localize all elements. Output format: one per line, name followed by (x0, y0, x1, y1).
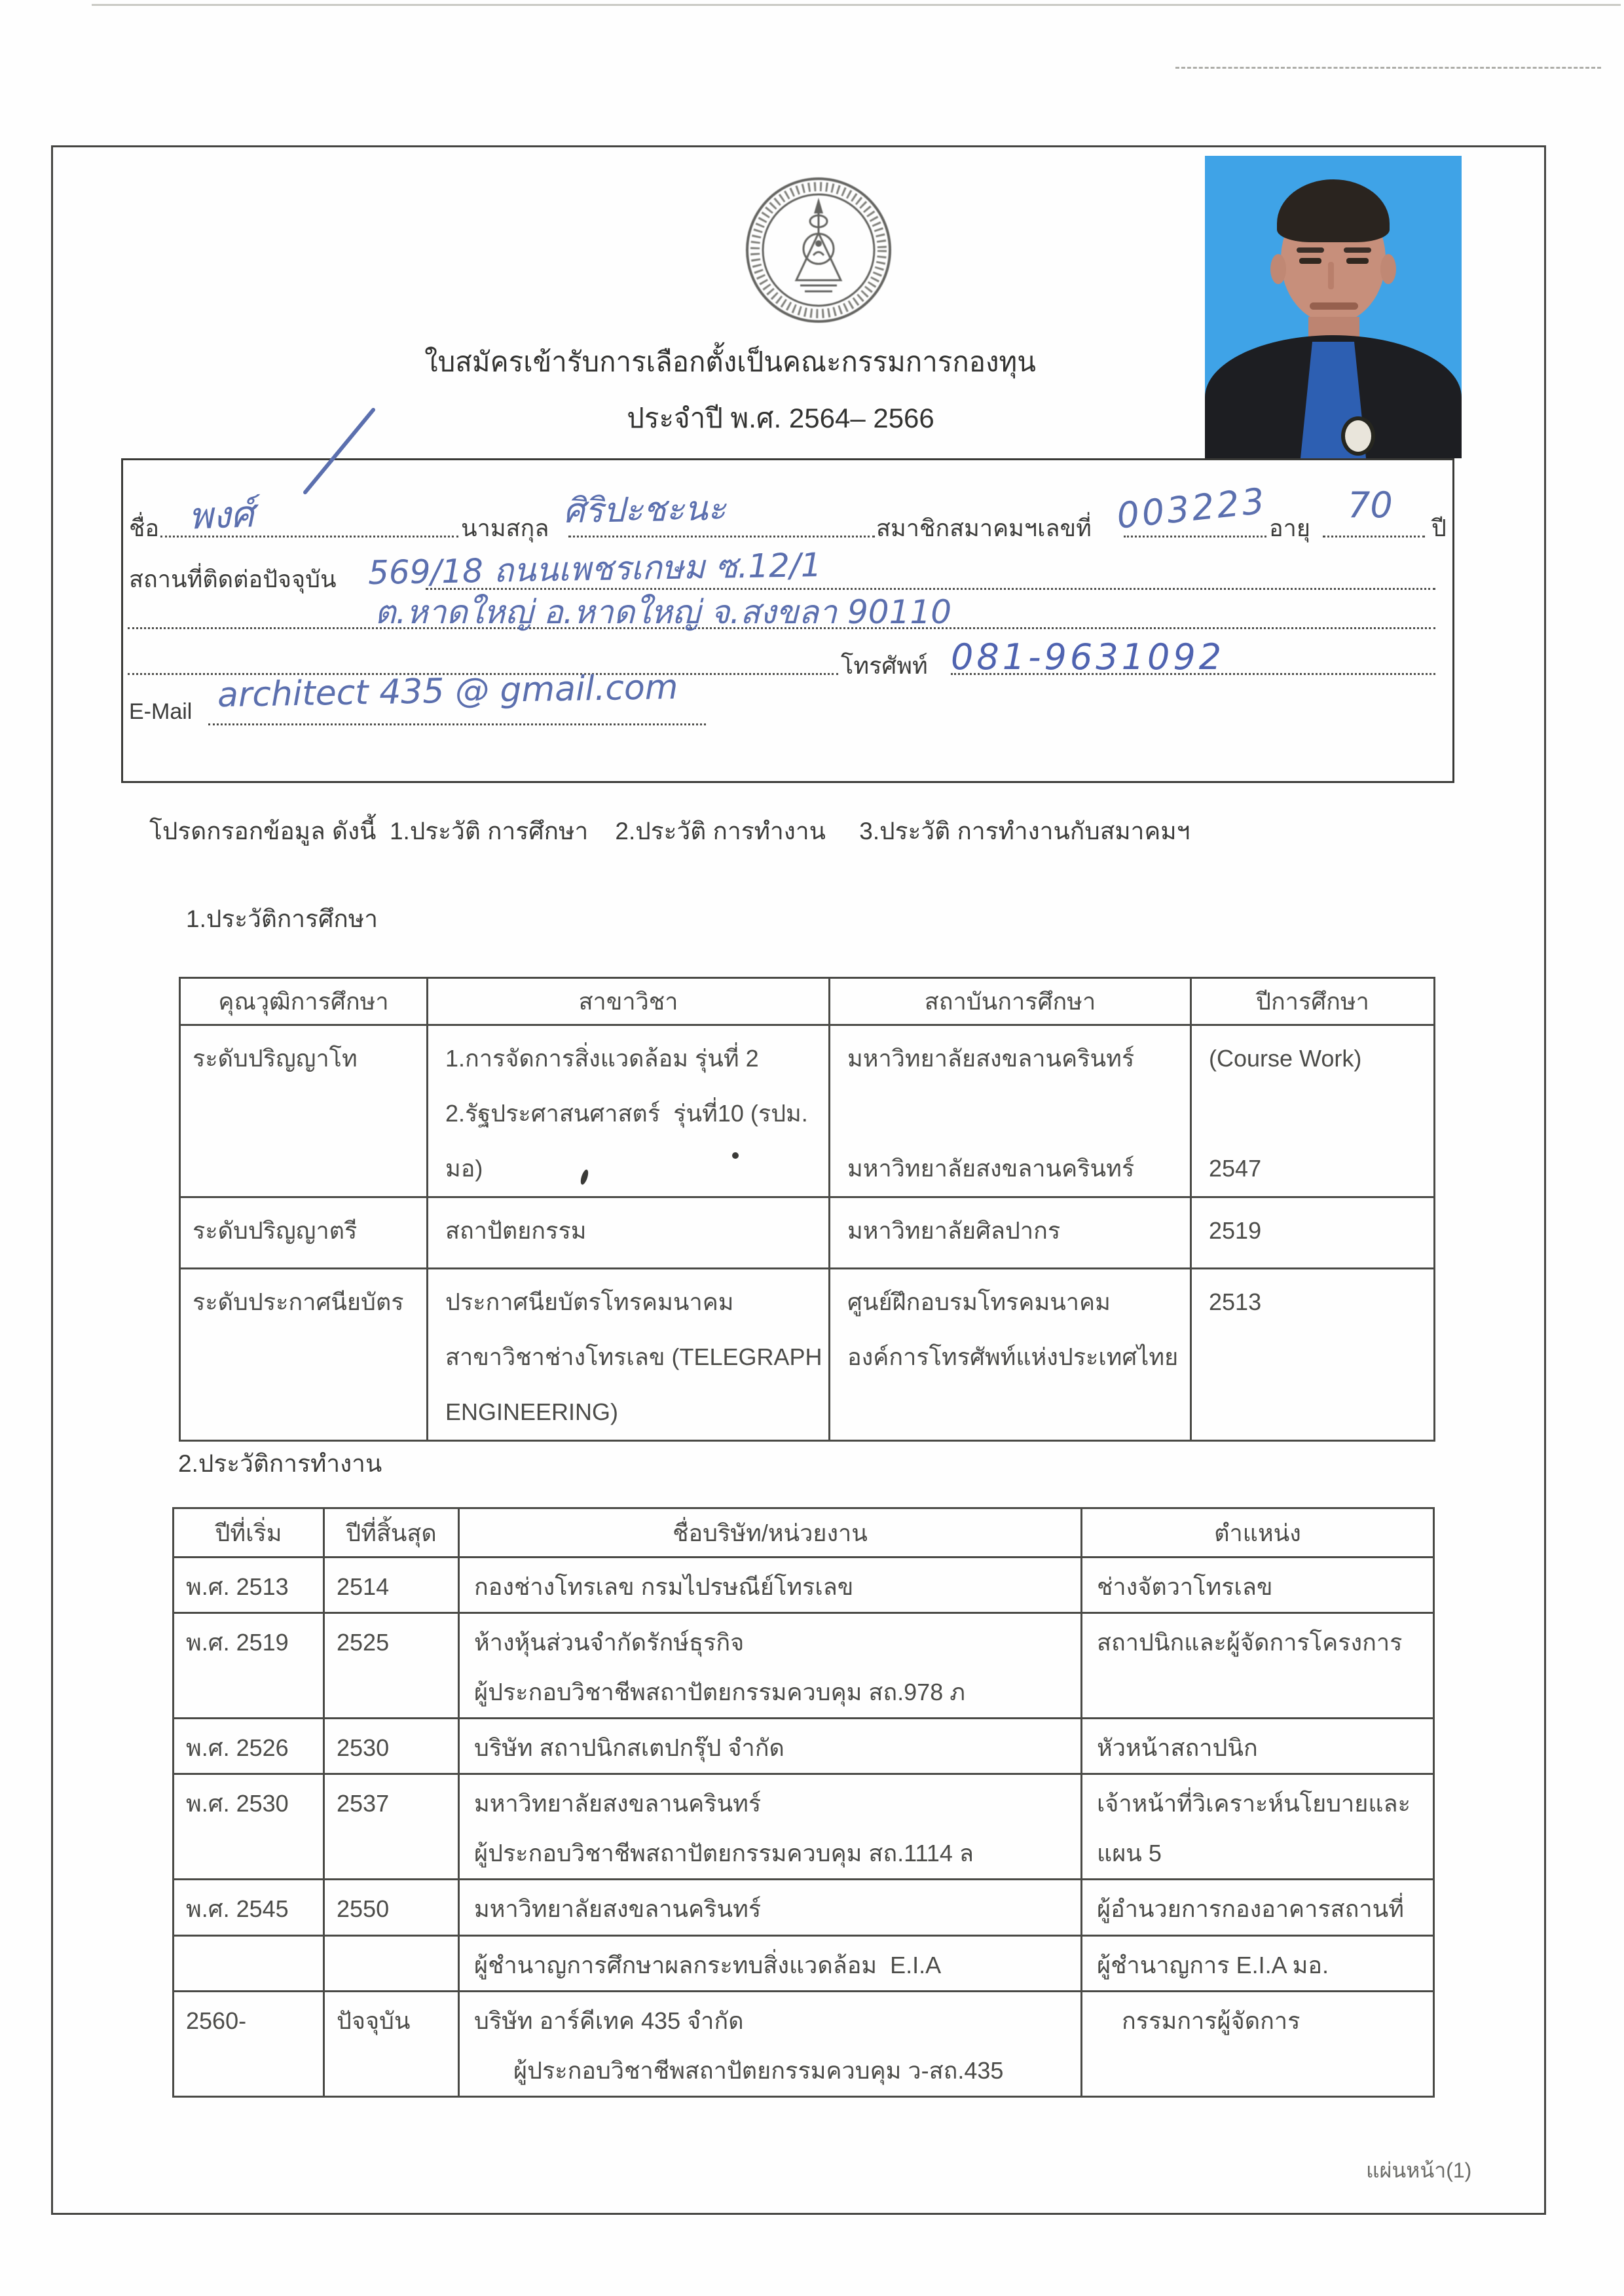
association-seal-logo (744, 175, 893, 325)
table-cell (180, 1025, 428, 1197)
table-cell (324, 1558, 459, 1613)
cell-line: ผู้อำนวยการกองอาคารสถานที่ (1097, 1895, 1404, 1922)
table-cell (459, 1992, 1082, 2097)
table-row (180, 1197, 1435, 1269)
cell-line: ผู้ประกอบวิชาชีพสถาปัตยกรรมควบคุม สถ.978 ภ (474, 1679, 965, 1705)
column-header: สาขาวิชา (428, 978, 830, 1025)
address-line2-handwritten: ต.หาดใหญ่ อ.หาดใหญ่ จ.สงขลา 90110 (375, 593, 952, 631)
table-cell (1191, 1197, 1435, 1269)
phone-value-handwritten: 081-9631092 (951, 636, 1225, 678)
work-section-heading: 2.ประวัติการทำงาน (178, 1450, 382, 1477)
cell-line: พ.ศ. 2526 (186, 1734, 289, 1761)
table-row (174, 1558, 1434, 1613)
table-cell (830, 1269, 1191, 1441)
cell-line: กองช่างโทรเลข กรมไปรษณีย์โทรเลข (474, 1573, 854, 1600)
cell-line: 2.รัฐประศาสนศาสตร์ รุ่นที่10 (รปม. (445, 1100, 808, 1127)
cell-line: กรรมการผู้จัดการ (1122, 2007, 1301, 2034)
member-no-value-handwritten: 003223 (1115, 480, 1269, 537)
cell-line (847, 1086, 1190, 1141)
cell-line: ปัจจุบัน (337, 2007, 411, 2034)
table-row (174, 1992, 1434, 2097)
cell-line: ระดับประกาศนียบัตร (193, 1288, 404, 1315)
dotted-line (1124, 536, 1266, 538)
cell-line: หัวหน้าสถาปนิก (1097, 1734, 1258, 1761)
table-cell (428, 1025, 830, 1197)
form-title: ใบสมัครเข้ารับการเลือกตั้งเป็นคณะกรรมการกองทุน (424, 346, 1036, 377)
cell-line: 2514 (337, 1573, 390, 1600)
table-cell (428, 1197, 830, 1269)
cell-line: ผู้ชำนาญการศึกษาผลกระทบสิ่งแวดล้อม E.I.A (474, 1952, 942, 1978)
cell-line: 1.การจัดการสิ่งแวดล้อม รุ่นที่ 2 (445, 1045, 759, 1072)
dotted-line (1323, 536, 1425, 538)
table-cell (1082, 1719, 1434, 1774)
column-header: สถาบันการศึกษา (830, 978, 1191, 1025)
cell-line: 2513 (1209, 1288, 1262, 1315)
table-row (180, 1269, 1435, 1441)
email-label: E-Mail (129, 699, 193, 724)
education-table (179, 977, 1435, 1442)
work-table-head (174, 1508, 1434, 1558)
table-cell (459, 1774, 1082, 1880)
age-label: อายุ (1269, 515, 1310, 541)
table-cell (324, 1774, 459, 1880)
cell-line: ระดับปริญญาโท (193, 1045, 358, 1072)
photo-eyebrow-right (1344, 247, 1371, 253)
table-cell (174, 1992, 324, 2097)
table-cell (180, 1269, 428, 1441)
cell-line: มหาวิทยาลัยสงขลานครินทร์ (847, 1045, 1135, 1072)
table-cell (1082, 1992, 1434, 2097)
table-row (174, 1880, 1434, 1936)
cell-line: พ.ศ. 2513 (186, 1573, 289, 1600)
table-cell (174, 1880, 324, 1936)
cell-line: พ.ศ. 2545 (186, 1895, 289, 1922)
photo-badge (1341, 416, 1375, 456)
education-section-heading: 1.ประวัติการศึกษา (186, 905, 378, 932)
table-cell (174, 1719, 324, 1774)
page-number-label: แผ่นหน้า(1) (1366, 2159, 1472, 2182)
table-row (174, 1613, 1434, 1719)
table-cell (174, 1774, 324, 1880)
table-cell (174, 1613, 324, 1719)
handwritten-stroke (293, 406, 378, 498)
table-cell (1082, 1880, 1434, 1936)
cell-line: มหาวิทยาลัยสงขลานครินทร์ (474, 1790, 762, 1817)
cell-line: 2547 (1209, 1155, 1262, 1182)
cell-line: มหาวิทยาลัยสงขลานครินทร์ (847, 1155, 1135, 1182)
cell-line (337, 1941, 458, 1990)
form-subtitle-year: ประจำปี พ.ศ. 2564– 2566 (627, 403, 934, 433)
instructions-text: โปรดกรอกข้อมูล ดังนี้ 1.ประวัติ การศึกษา 2.ประวัติ การทำงาน 3.ประวัติ การทำงานกับสมาคมฯ (149, 818, 1190, 845)
cell-line: 2525 (337, 1629, 390, 1656)
work-table-body (174, 1558, 1434, 2097)
column-header: ตำแหน่ง (1082, 1508, 1434, 1558)
table-row (174, 1936, 1434, 1992)
table-cell (180, 1197, 428, 1269)
table-cell (1082, 1774, 1434, 1880)
cell-line: ผู้ประกอบวิชาชีพสถาปัตยกรรมควบคุม ว-สถ.435 (474, 2057, 1004, 2084)
cell-line: ENGINEERING) (445, 1398, 619, 1425)
surname-value-handwritten: ศิริปะชะนะ (563, 488, 727, 532)
table-cell (459, 1558, 1082, 1613)
address-label: สถานที่ติดต่อปัจจุบัน (129, 566, 337, 592)
ink-mark (732, 1152, 739, 1159)
cell-line: ห้างหุ้นส่วนจำกัดรักษ์ธุรกิจ (474, 1629, 745, 1656)
table-cell (428, 1269, 830, 1441)
cell-line: ศูนย์ฝึกอบรมโทรคมนาคม (847, 1288, 1111, 1315)
age-value-handwritten: 70 (1348, 484, 1393, 526)
photo-eye-right (1346, 258, 1369, 264)
cell-line: พ.ศ. 2519 (186, 1629, 289, 1656)
table-cell (1082, 1558, 1434, 1613)
table-cell (324, 1936, 459, 1992)
cell-line: ผู้ชำนาญการ E.I.A มอ. (1097, 1952, 1329, 1978)
table-row (174, 1774, 1434, 1880)
age-unit-label: ปี (1431, 515, 1447, 541)
cell-line: มหาวิทยาลัยศิลปากร (847, 1217, 1061, 1244)
table-cell (459, 1719, 1082, 1774)
table-row (180, 1025, 1435, 1197)
cell-line: (Course Work) (1209, 1045, 1362, 1072)
cell-line: แผน 5 (1097, 1840, 1162, 1867)
table-cell (830, 1025, 1191, 1197)
cell-line: บริษัท สถาปนิกสเตปกรุ๊ป จำกัด (474, 1734, 784, 1761)
cell-line: เจ้าหน้าที่วิเคราะห์นโยบายและ (1097, 1790, 1411, 1817)
column-header: ปีที่สิ้นสุด (324, 1508, 459, 1558)
photo-eyebrow-left (1297, 247, 1324, 253)
cell-line: 2560- (186, 2007, 247, 2034)
photo-nose (1328, 262, 1334, 289)
cell-line: 2537 (337, 1790, 390, 1817)
cell-line: บริษัท อาร์คีเทค 435 จำกัด (474, 2007, 744, 2034)
photo-hair (1277, 179, 1390, 242)
member-no-label: สมาชิกสมาคมฯเลขที่ (876, 515, 1092, 541)
name-value-handwritten: พงศ์ (187, 493, 255, 538)
table-cell (324, 1613, 459, 1719)
table-cell (1191, 1269, 1435, 1441)
dotted-line (208, 723, 706, 725)
cell-line (186, 1941, 323, 1990)
surname-label: นามสกุล (461, 515, 549, 541)
scan-artifact-top-line (92, 4, 1621, 6)
table-cell (174, 1936, 324, 1992)
photo-ear-left (1270, 254, 1286, 284)
photo-mouth (1310, 302, 1358, 310)
column-header: ปีการศึกษา (1191, 978, 1435, 1025)
column-header: ชื่อบริษัท/หน่วยงาน (459, 1508, 1082, 1558)
photo-eye-left (1299, 258, 1321, 264)
cell-line: สถาปัตยกรรม (445, 1217, 587, 1244)
education-table-body (180, 1025, 1435, 1441)
table-cell (459, 1936, 1082, 1992)
education-table-head (180, 978, 1435, 1025)
table-cell (324, 1880, 459, 1936)
phone-label: โทรศัพท์ (841, 652, 928, 679)
cell-line: สาขาวิชาช่างโทรเลข (TELEGRAPH (445, 1343, 822, 1370)
table-cell (324, 1719, 459, 1774)
table-cell (459, 1613, 1082, 1719)
cell-line: ผู้ประกอบวิชาชีพสถาปัตยกรรมควบคุม สถ.1114 ล (474, 1840, 974, 1867)
email-value-handwritten: architect 435 @ gmail.com (217, 667, 678, 716)
cell-line (1209, 1086, 1433, 1141)
cell-line: 2530 (337, 1734, 390, 1761)
cell-line: พ.ศ. 2530 (186, 1790, 289, 1817)
column-header: ปีที่เริ่ม (174, 1508, 324, 1558)
photo-ear-right (1380, 254, 1396, 284)
table-cell (1082, 1936, 1434, 1992)
scan-artifact-dashed-line (1175, 67, 1601, 69)
cell-line: 2519 (1209, 1217, 1262, 1244)
table-cell (174, 1558, 324, 1613)
cell-line: องค์การโทรศัพท์แห่งประเทศไทย (847, 1343, 1179, 1370)
header-row (174, 1508, 1434, 1558)
table-cell (1191, 1025, 1435, 1197)
table-cell (459, 1880, 1082, 1936)
cell-line: 2550 (337, 1895, 390, 1922)
work-table (172, 1507, 1435, 2098)
table-cell (1082, 1613, 1434, 1719)
applicant-photo (1205, 156, 1462, 458)
column-header: คุณวุฒิการศึกษา (180, 978, 428, 1025)
cell-line: ช่างจัตวาโทรเลข (1097, 1573, 1273, 1600)
header-row (180, 978, 1435, 1025)
cell-line: ประกาศนียบัตรโทรคมนาคม (445, 1288, 734, 1315)
address-line1-handwritten: 569/18 ถนนเพชรเกษม ซ.12/1 (367, 545, 822, 592)
cell-line: มหาวิทยาลัยสงขลานครินทร์ (474, 1895, 762, 1922)
cell-line: สถาปนิกและผู้จัดการโครงการ (1097, 1629, 1403, 1656)
table-row (174, 1719, 1434, 1774)
table-cell (830, 1197, 1191, 1269)
table-cell (324, 1992, 459, 2097)
cell-line: ระดับปริญญาตรี (193, 1217, 358, 1244)
name-label: ชื่อ (129, 515, 160, 541)
cell-line: มอ) (445, 1155, 483, 1182)
